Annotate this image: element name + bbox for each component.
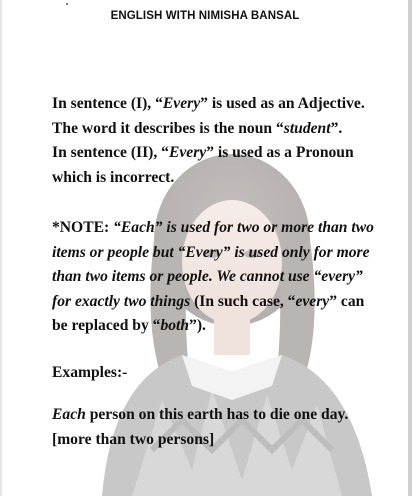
spacer (52, 339, 382, 361)
paragraph-note (52, 216, 382, 339)
note-italic-text: “Each” is used for two or more than two items or people but “Every” is used only for more than two items or people. We cannot use “every” for exactly two things (52, 219, 374, 310)
note-label: *NOTE: (52, 219, 114, 236)
para2-text-1: In sentence (II), “ (52, 144, 169, 161)
page-edge (408, 0, 412, 496)
examples-heading: Examples:- (52, 363, 128, 381)
paragraph-sentence-one (52, 92, 382, 141)
para2-every: Every (168, 144, 207, 161)
para1-student: student (283, 119, 331, 137)
para1-text-1: In sentence (I), “ (52, 95, 163, 112)
note-every: every (295, 292, 330, 310)
note-text-2: ” can be replaced by “ (52, 292, 365, 334)
document-body (52, 92, 382, 452)
page-header: ENGLISH WITH NIMISHA BANSAL (110, 10, 300, 22)
para1-every: Every (162, 95, 201, 112)
spacer (52, 385, 382, 403)
paragraph-sentence-two (52, 141, 382, 190)
note-both: both (160, 317, 190, 334)
page-speck (66, 3, 68, 5)
example-one-text: person on this earth has to die one day. [more than two persons] (52, 406, 349, 448)
spacer (52, 190, 382, 216)
note-text-1: (In such case, “ (190, 292, 296, 310)
para1-text-3: ”. (330, 119, 343, 137)
note-text-3: ”). (189, 317, 206, 334)
example-one (52, 403, 382, 452)
para2-text-2: ” is used as a Pronoun which is incorrect. (52, 144, 354, 186)
para1-text-2: ” is used as an Adjective. The word it describes is the noun “ (52, 95, 365, 137)
example-one-each: Each (52, 406, 86, 423)
document-page (2, 0, 408, 496)
